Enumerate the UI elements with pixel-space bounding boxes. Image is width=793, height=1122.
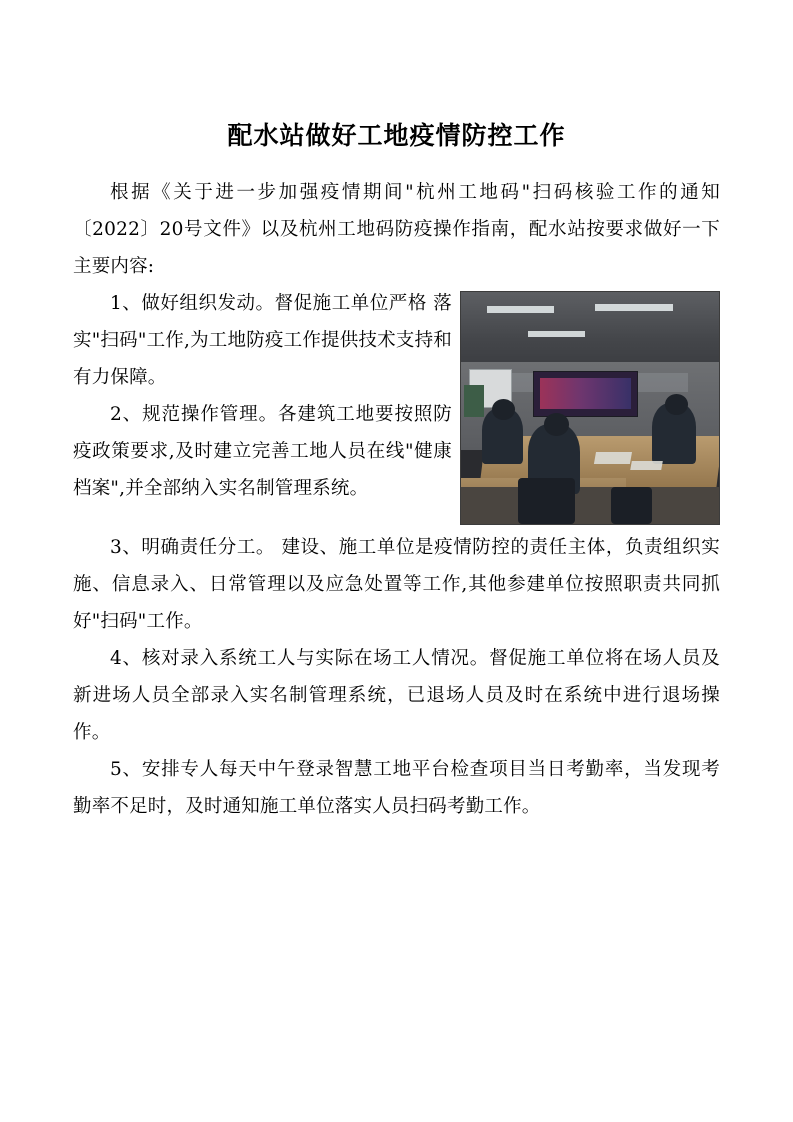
photo-person-center-head xyxy=(544,413,570,436)
photo-ceiling-light-mid xyxy=(528,331,585,337)
photo-person-right-head xyxy=(665,394,688,415)
paragraph-item-3: 3、明确责任分工。 建设、施工单位是疫情防控的责任主体，负责组织实施、信息录入、日常管理以及应急处置等工作,其他参建单位按照职责共同抓好"扫码"工作。 xyxy=(73,537,720,632)
paragraph-item-2: 2、规范操作管理。各建筑工地要按照防疫政策要求,及时建立完善工地人员在线"健康档案",并全部纳入实名制管理系统。 xyxy=(73,404,452,499)
page-title: 配水站做好工地疫情防控工作 xyxy=(227,121,566,150)
photo-greenboard xyxy=(464,385,485,417)
paragraph-item-1: 1、做好组织发动。督促施工单位严格 落实"扫码"工作,为工地防疫工作提供技术支持和有力保障。 xyxy=(73,293,452,388)
paragraph-item-5: 5、安排专人每天中午登录智慧工地平台检查项目当日考勤率，当发现考勤率不足时，及时通知施工单位落实人员扫码考勤工作。 xyxy=(73,759,720,817)
photo-paper-2 xyxy=(630,461,663,470)
paragraph-intro: 根据《关于进一步加强疫情期间"杭州工地码"扫码核验工作的通知〔2022〕20号文件》以及杭州工地码防疫操作指南，配水站按要求做好一下主要内容: xyxy=(73,182,720,277)
photo-projection-screen xyxy=(533,371,638,417)
photo-floor xyxy=(461,487,719,524)
photo-person-left-head xyxy=(492,399,515,420)
photo-ceiling xyxy=(461,292,719,371)
photo-projection-content xyxy=(540,378,631,409)
photo-ceiling-light-left xyxy=(487,306,554,313)
photo-ceiling-light-right xyxy=(595,304,672,311)
photo-paper-1 xyxy=(594,452,632,464)
meeting-room-photo xyxy=(460,291,720,525)
photo-chair-front xyxy=(518,478,575,524)
photo-chair-right xyxy=(611,487,652,524)
paragraph-item-4: 4、核对录入系统工人与实际在场工人情况。督促施工单位将在场人员及新进场人员全部录入实名制管理系统，已退场人员及时在系统中进行退场操作。 xyxy=(73,648,720,743)
paragraph-group-with-image xyxy=(73,285,720,529)
document-body xyxy=(73,174,720,825)
